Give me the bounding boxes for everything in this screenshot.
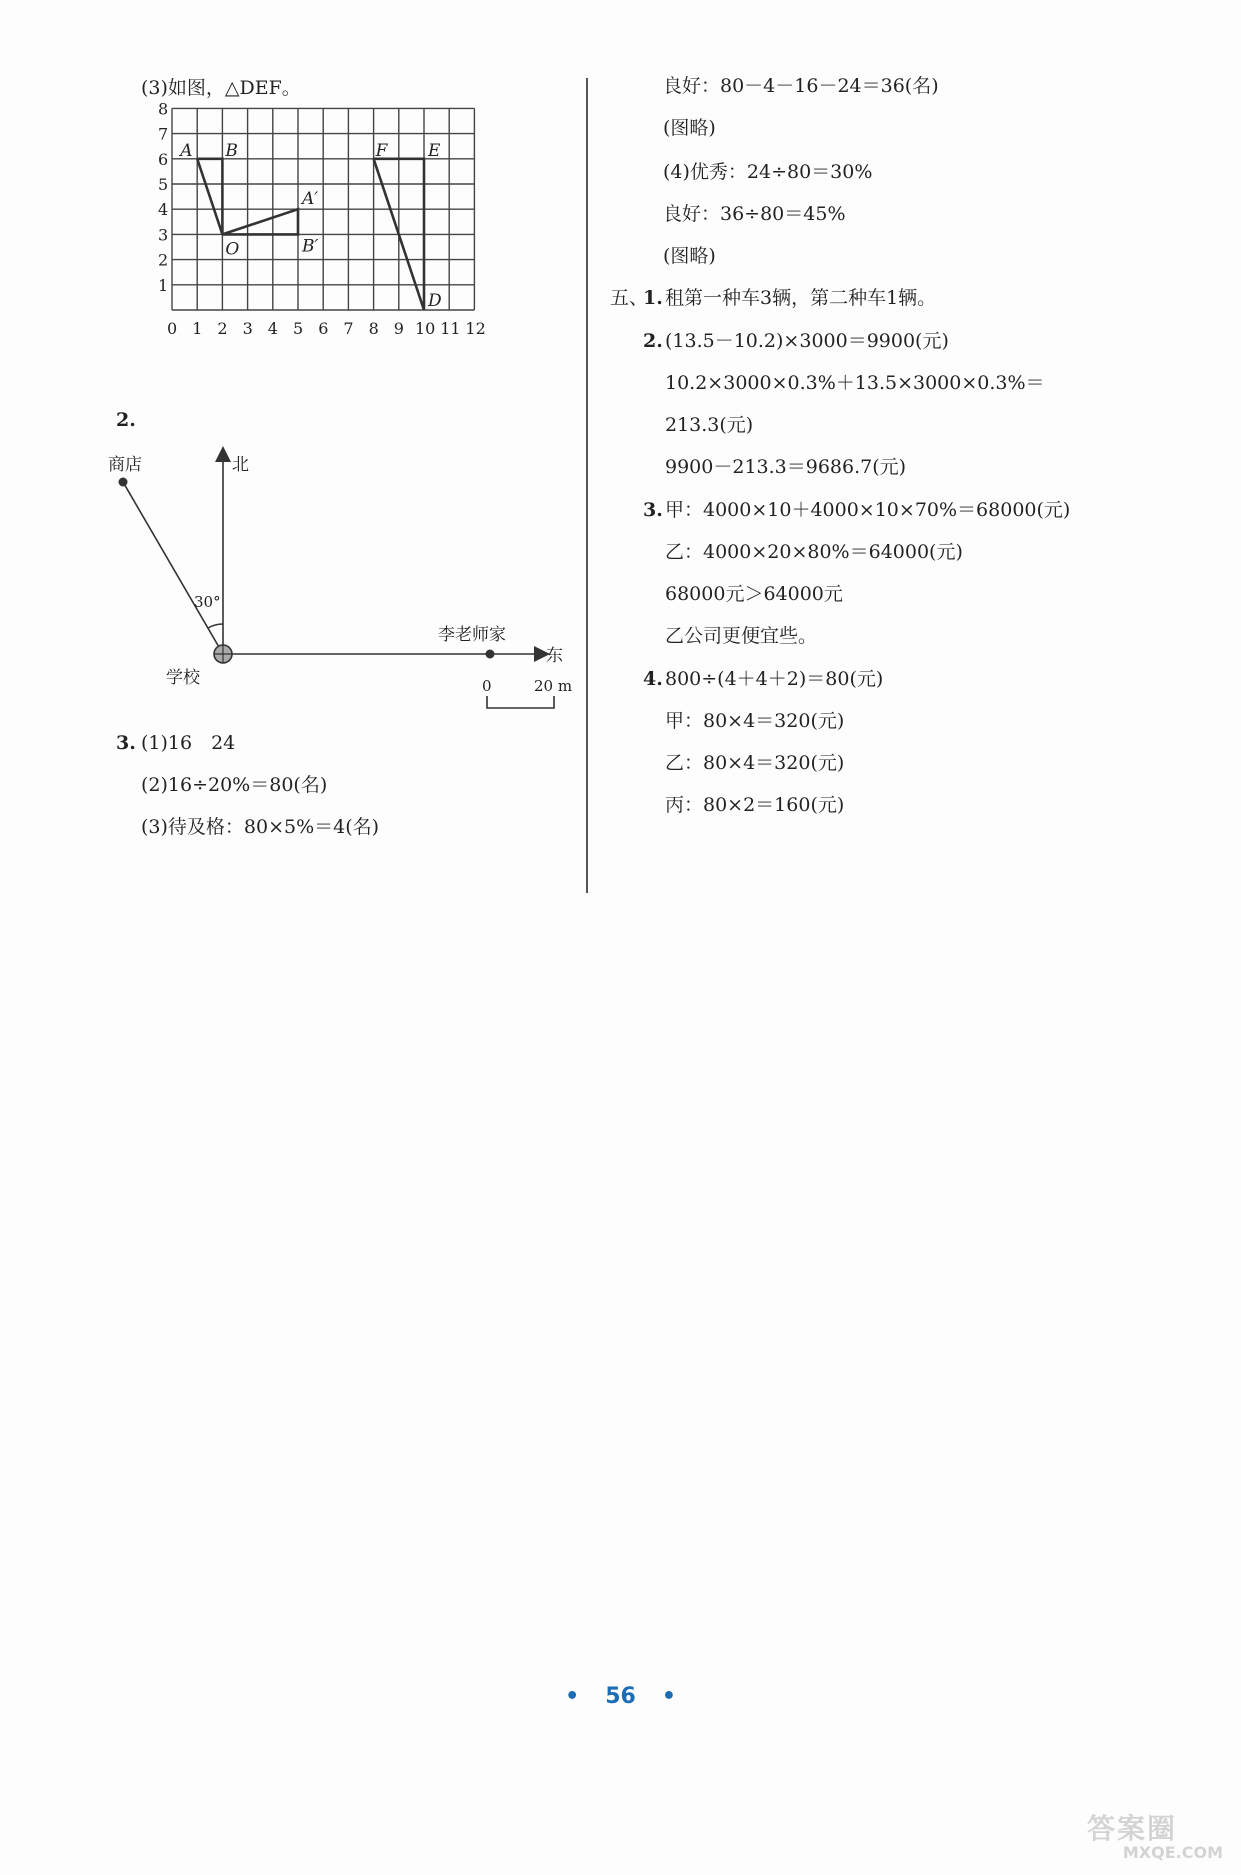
angle-arc <box>208 624 223 628</box>
watermark-url: MXQE.COM <box>1122 1843 1223 1862</box>
q3-part2: (2)16÷20%＝80(名) <box>141 774 328 796</box>
s5-q3-line3: 68000元＞64000元 <box>665 583 843 605</box>
point-label-d: D <box>428 291 442 311</box>
point-label-a: A <box>180 140 193 161</box>
s5-q4-line4: 丙：80×2＝160(元) <box>665 794 845 816</box>
y-tick-label: 1 <box>158 275 169 295</box>
point-label-b: B <box>225 140 238 161</box>
q3-part1: (1)16 24 <box>141 732 236 754</box>
scale-length-label: 20 m <box>534 677 573 695</box>
x-tick-label: 1 <box>192 319 203 338</box>
s5-q2-line4: 9900－213.3＝9686.7(元) <box>665 456 907 478</box>
shop-direction-line <box>123 482 223 654</box>
right-line-5: (图略) <box>663 245 716 267</box>
s5-q3-line2: 乙：4000×20×80%＝64000(元) <box>665 541 963 563</box>
scale-bar <box>487 696 554 708</box>
s5-q2-line3: 213.3(元) <box>665 414 754 436</box>
page-number-value: 56 <box>605 1684 636 1709</box>
y-tick-label: 2 <box>158 250 169 270</box>
y-tick-label: 7 <box>158 124 169 144</box>
y-tick-label: 5 <box>158 175 169 194</box>
point-label-b-prime: B′ <box>302 236 319 257</box>
x-tick-label: 4 <box>267 319 278 338</box>
direction-map-figure <box>100 440 580 720</box>
shop-point <box>119 478 128 487</box>
s5-q3-line4: 乙公司更便宜些。 <box>665 625 818 647</box>
triangle-a2b2o <box>222 209 298 234</box>
s5-q1-number: 1. <box>643 287 663 309</box>
s5-q3-line1: 甲：4000×10＋4000×10×70%＝68000(元) <box>665 499 1071 521</box>
column-divider <box>586 78 588 893</box>
triangle-abo <box>197 159 222 235</box>
x-tick-label: 12 <box>465 319 486 338</box>
page-dot-right: • <box>661 1684 676 1709</box>
teacher-home-point <box>486 650 495 659</box>
north-label: 北 <box>232 455 249 475</box>
east-label: 东 <box>546 646 563 666</box>
s5-q2-number: 2. <box>643 330 663 352</box>
x-tick-label: 0 <box>167 319 178 338</box>
s5-q4-line1: 800÷(4＋4＋2)＝80(元) <box>665 668 884 690</box>
teacher-home-label: 李老师家 <box>438 625 506 645</box>
x-tick-label: 8 <box>368 319 379 338</box>
angle-label: 30° <box>194 593 221 611</box>
point-label-f: F <box>375 140 388 161</box>
section-5-prefix: 五、 <box>610 287 649 309</box>
y-tick-label: 3 <box>158 225 169 245</box>
point-label-o: O <box>225 239 240 260</box>
x-tick-label: 6 <box>318 319 329 338</box>
x-tick-label: 11 <box>440 319 461 338</box>
s5-q3-number: 3. <box>643 499 663 521</box>
s5-q4-line2: 甲：80×4＝320(元) <box>665 710 845 732</box>
point-label-e: E <box>428 140 441 161</box>
x-tick-label: 5 <box>293 319 304 338</box>
s5-q4-number: 4. <box>643 668 663 690</box>
right-line-3: (4)优秀：24÷80＝30% <box>663 161 873 183</box>
watermark-logo-text: 答案圈 <box>1086 1812 1177 1845</box>
page-dot-left: • <box>565 1684 580 1709</box>
q3-number: 3. <box>116 732 136 754</box>
s5-q1-text: 租第一种车3辆，第二种车1辆。 <box>665 287 937 309</box>
point-label-a-prime: A′ <box>302 189 319 210</box>
shop-label: 商店 <box>108 455 142 475</box>
s5-q2-line2: 10.2×3000×0.3%＋13.5×3000×0.3%＝ <box>665 372 1045 394</box>
right-line-4: 良好：36÷80＝45% <box>663 203 846 225</box>
site-watermark <box>1079 1803 1229 1867</box>
y-tick-label: 8 <box>158 99 169 119</box>
x-tick-label: 3 <box>242 319 253 338</box>
q2-number: 2. <box>116 409 136 431</box>
x-tick-label: 9 <box>393 319 404 338</box>
school-label: 学校 <box>166 668 200 688</box>
right-line-2: (图略) <box>663 117 716 139</box>
s5-q4-line3: 乙：80×4＝320(元) <box>665 752 845 774</box>
scale-zero-label: 0 <box>482 677 492 695</box>
s5-q2-line1: (13.5－10.2)×3000＝9900(元) <box>665 330 949 352</box>
x-tick-label: 10 <box>415 319 436 338</box>
x-tick-label: 7 <box>343 319 354 338</box>
page-number <box>0 1684 1241 1709</box>
coordinate-grid-figure <box>150 99 560 402</box>
x-tick-label: 2 <box>217 319 228 338</box>
q3-part3: (3)待及格：80×5%＝4(名) <box>141 816 380 838</box>
y-tick-label: 4 <box>158 200 169 220</box>
q1-part3-text: (3)如图，△DEF。 <box>141 77 301 99</box>
y-tick-label: 6 <box>158 149 169 169</box>
right-line-1: 良好：80－4－16－24＝36(名) <box>663 75 939 97</box>
